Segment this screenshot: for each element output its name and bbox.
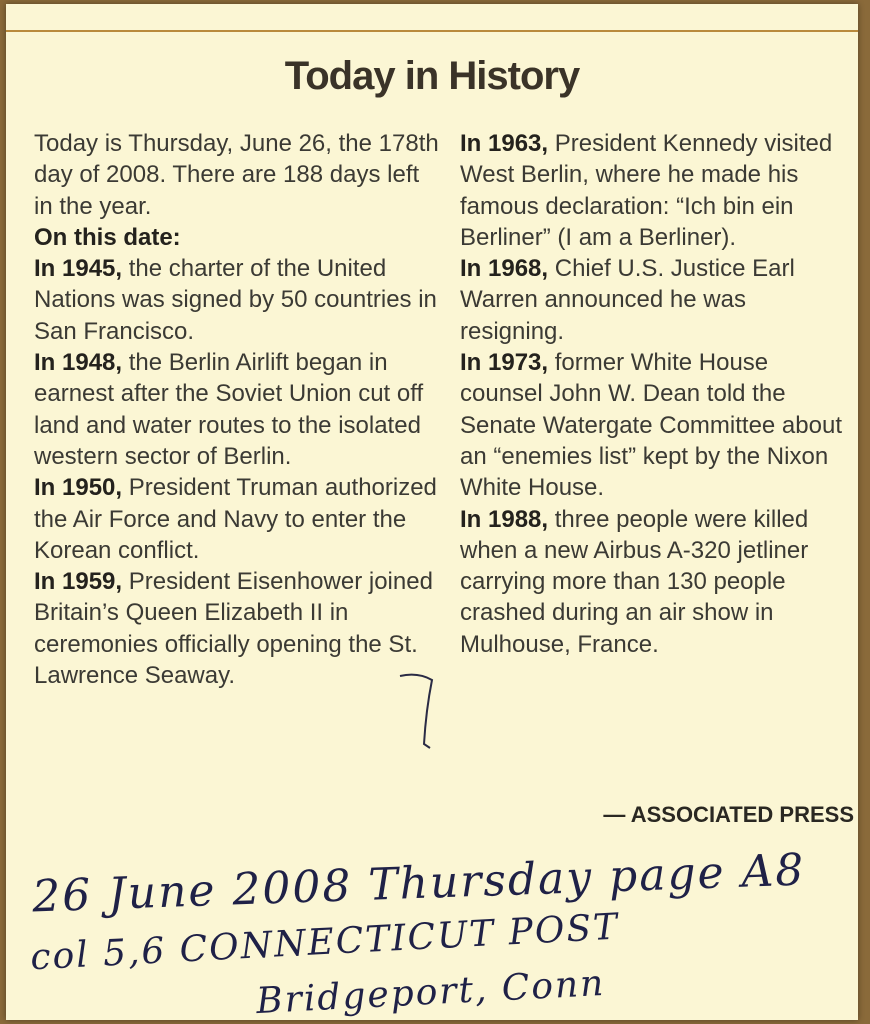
entry-text: the Berlin Airlift began in earnest after the Soviet Union cut off land and water routes to the isolated western sector of Berlin. [34,349,424,470]
history-entry [34,472,444,566]
entry-year: In 1973, [460,349,549,377]
history-entry [34,566,444,691]
entry-year: In 1988, [460,505,549,533]
history-entry [460,347,856,503]
handwritten-source-line: col 5,6 CONNECTICUT POST [29,906,621,979]
entry-year: In 1950, [34,474,123,502]
handwritten-city-line: Bridgeport, Conn [255,962,607,1023]
history-entry [460,504,856,660]
entry-year: In 1945, [34,255,123,283]
byline-credit: — ASSOCIATED PRESS [603,802,854,827]
history-entry [460,253,856,347]
entry-text: the charter of the United Nations was signed by 50 countries in San Francisco. [34,255,437,345]
top-rule [6,30,858,32]
pen-bracket-mark [398,670,438,750]
entry-text: former White House counsel John W. Dean told the Senate Watergate Committee about an “enemies list” kept by the Nixon White House. [460,349,842,502]
entry-year: In 1968, [460,255,549,283]
history-entry [34,347,444,472]
left-column [34,128,444,691]
entry-text: President Eisenhower joined Britain’s Queen Elizabeth II in ceremonies officially opening the St. Lawrence Seaway. [34,568,433,690]
entry-text: three people were killed when a new Airbus A-320 jetliner carrying more than 130 people crashed during an air show in Mulhouse, France. [460,505,809,658]
entry-text: President Truman authorized the Air Force and Navy to enter the Korean conflict. [34,474,437,564]
newspaper-clipping [6,4,858,1023]
entry-text: Chief U.S. Justice Earl Warren announced he was resigning. [460,255,795,345]
handwritten-date-line: 26 June 2008 Thursday page A8 [31,844,807,923]
history-entry [460,128,856,253]
entry-text: President Kennedy visited West Berlin, where he made his famous declaration: “Ich bin ein Berliner” (I am a Berliner). [460,130,833,251]
entry-year: In 1948, [34,349,123,377]
entry-year: In 1959, [34,568,123,596]
page-title: Today in History [284,54,580,98]
intro-paragraph: Today is Thursday, June 26, the 178th day of 2008. There are 188 days left in the year. [34,130,439,220]
right-column [460,128,856,660]
handwritten-note [6,844,858,1023]
history-entry [34,253,444,347]
subhead: On this date: [34,223,181,251]
entry-year: In 1963, [460,130,549,157]
